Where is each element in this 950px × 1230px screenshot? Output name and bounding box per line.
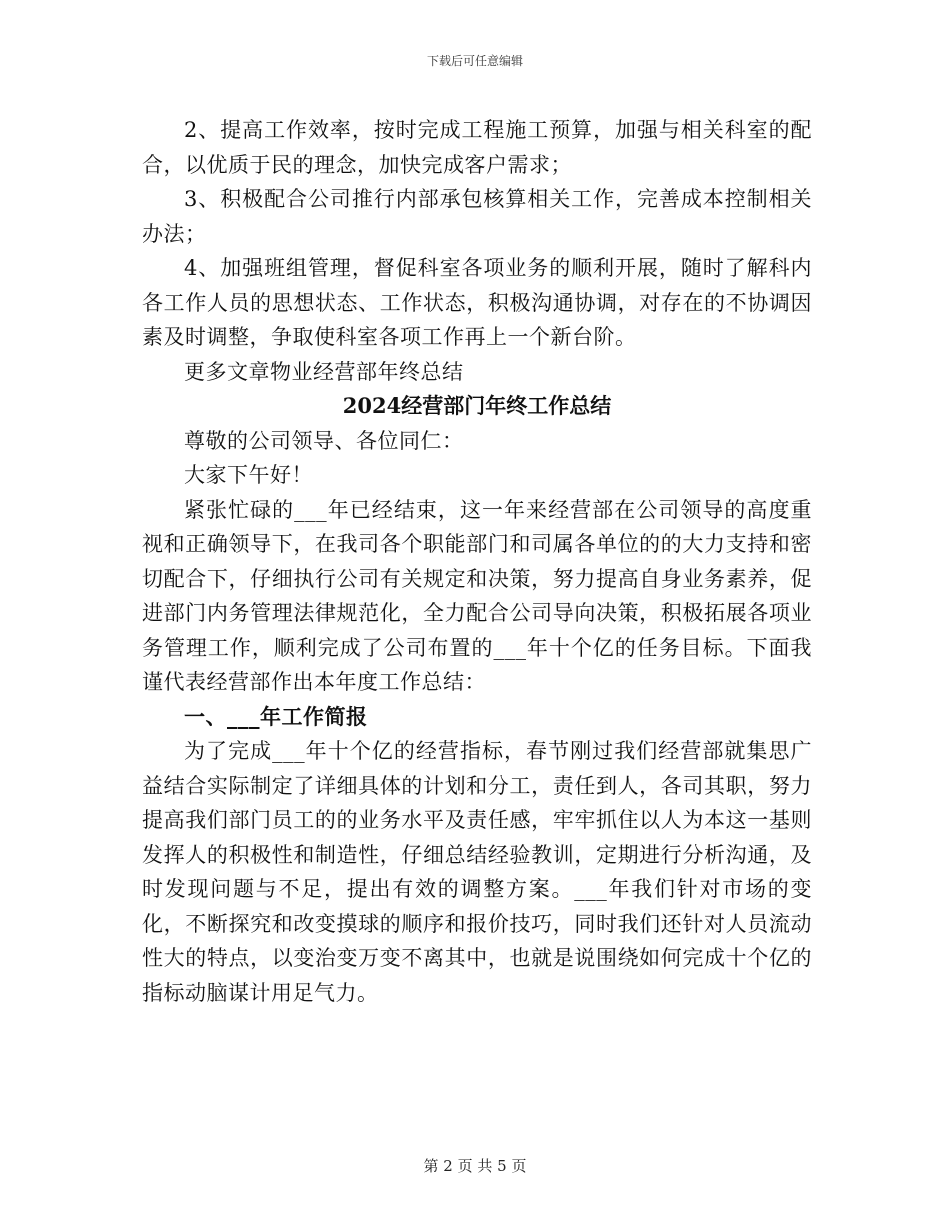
document-title: 2024经营部门年终工作总结 xyxy=(342,393,612,418)
document-body xyxy=(142,113,812,1010)
paragraph-item-4: 4、加强班组管理，督促科室各项业务的顺利开展，随时了解科内各工作人员的思想状态、工作状态，积极沟通协调，对存在的不协调因素及时调整，争取使科室各项工作再上一个新台阶。 xyxy=(142,256,812,349)
page-header-note: 下载后可任意编辑 xyxy=(426,54,523,68)
intro-paragraph: 紧张忙碌的___年已经结束，这一年来经营部在公司领导的高度重视和正确领导下，在我司各个职能部门和司属各单位的的大力支持和密切配合下，仔细执行公司有关规定和决策，努力提高自身业务素养，促进部门内务管理法律规范化，全力配合公司导向决策，积极拓展各项业务管理工作，顺利完成了公司布置的___年十个亿的任务目标。下面我谨代表经营部作出本年度工作总结： xyxy=(142,497,812,694)
greeting-line: 大家下午好！ xyxy=(184,463,313,487)
salutation: 尊敬的公司领导、各位同仁： xyxy=(184,428,464,453)
section-1-paragraph: 为了完成___年十个亿的经营指标，春节刚过我们经营部就集思广益结合实际制定了详细具体的计划和分工，责任到人，各司其职，努力提高我们部门员工的的业务水平及责任感，牢牢抓住以人为本这一基则发挥人的积极性和制造性，仔细总结经验教训，定期进行分析沟通，及时发现问题与不足，提出有效的调整方案。___年我们针对市场的变化，不断探究和改变摸球的顺序和报价技巧，同时我们还针对人员流动性大的特点，以变治变万变不离其中，也就是说围绕如何完成十个亿的指标动脑谋计用足气力。 xyxy=(142,739,812,1005)
more-articles-line: 更多文章物业经营部年终总结 xyxy=(184,359,464,384)
paragraph-item-2: 2、提高工作效率，按时完成工程施工预算，加强与相关科室的配合，以优质于民的理念，加快完成客户需求； xyxy=(142,118,812,177)
section-heading-1: 一、___年工作简报 xyxy=(184,703,368,729)
page-number-indicator: 第 2 页 共 5 页 xyxy=(423,1157,527,1175)
paragraph-item-3: 3、积极配合公司推行内部承包核算相关工作，完善成本控制相关办法； xyxy=(142,187,812,246)
